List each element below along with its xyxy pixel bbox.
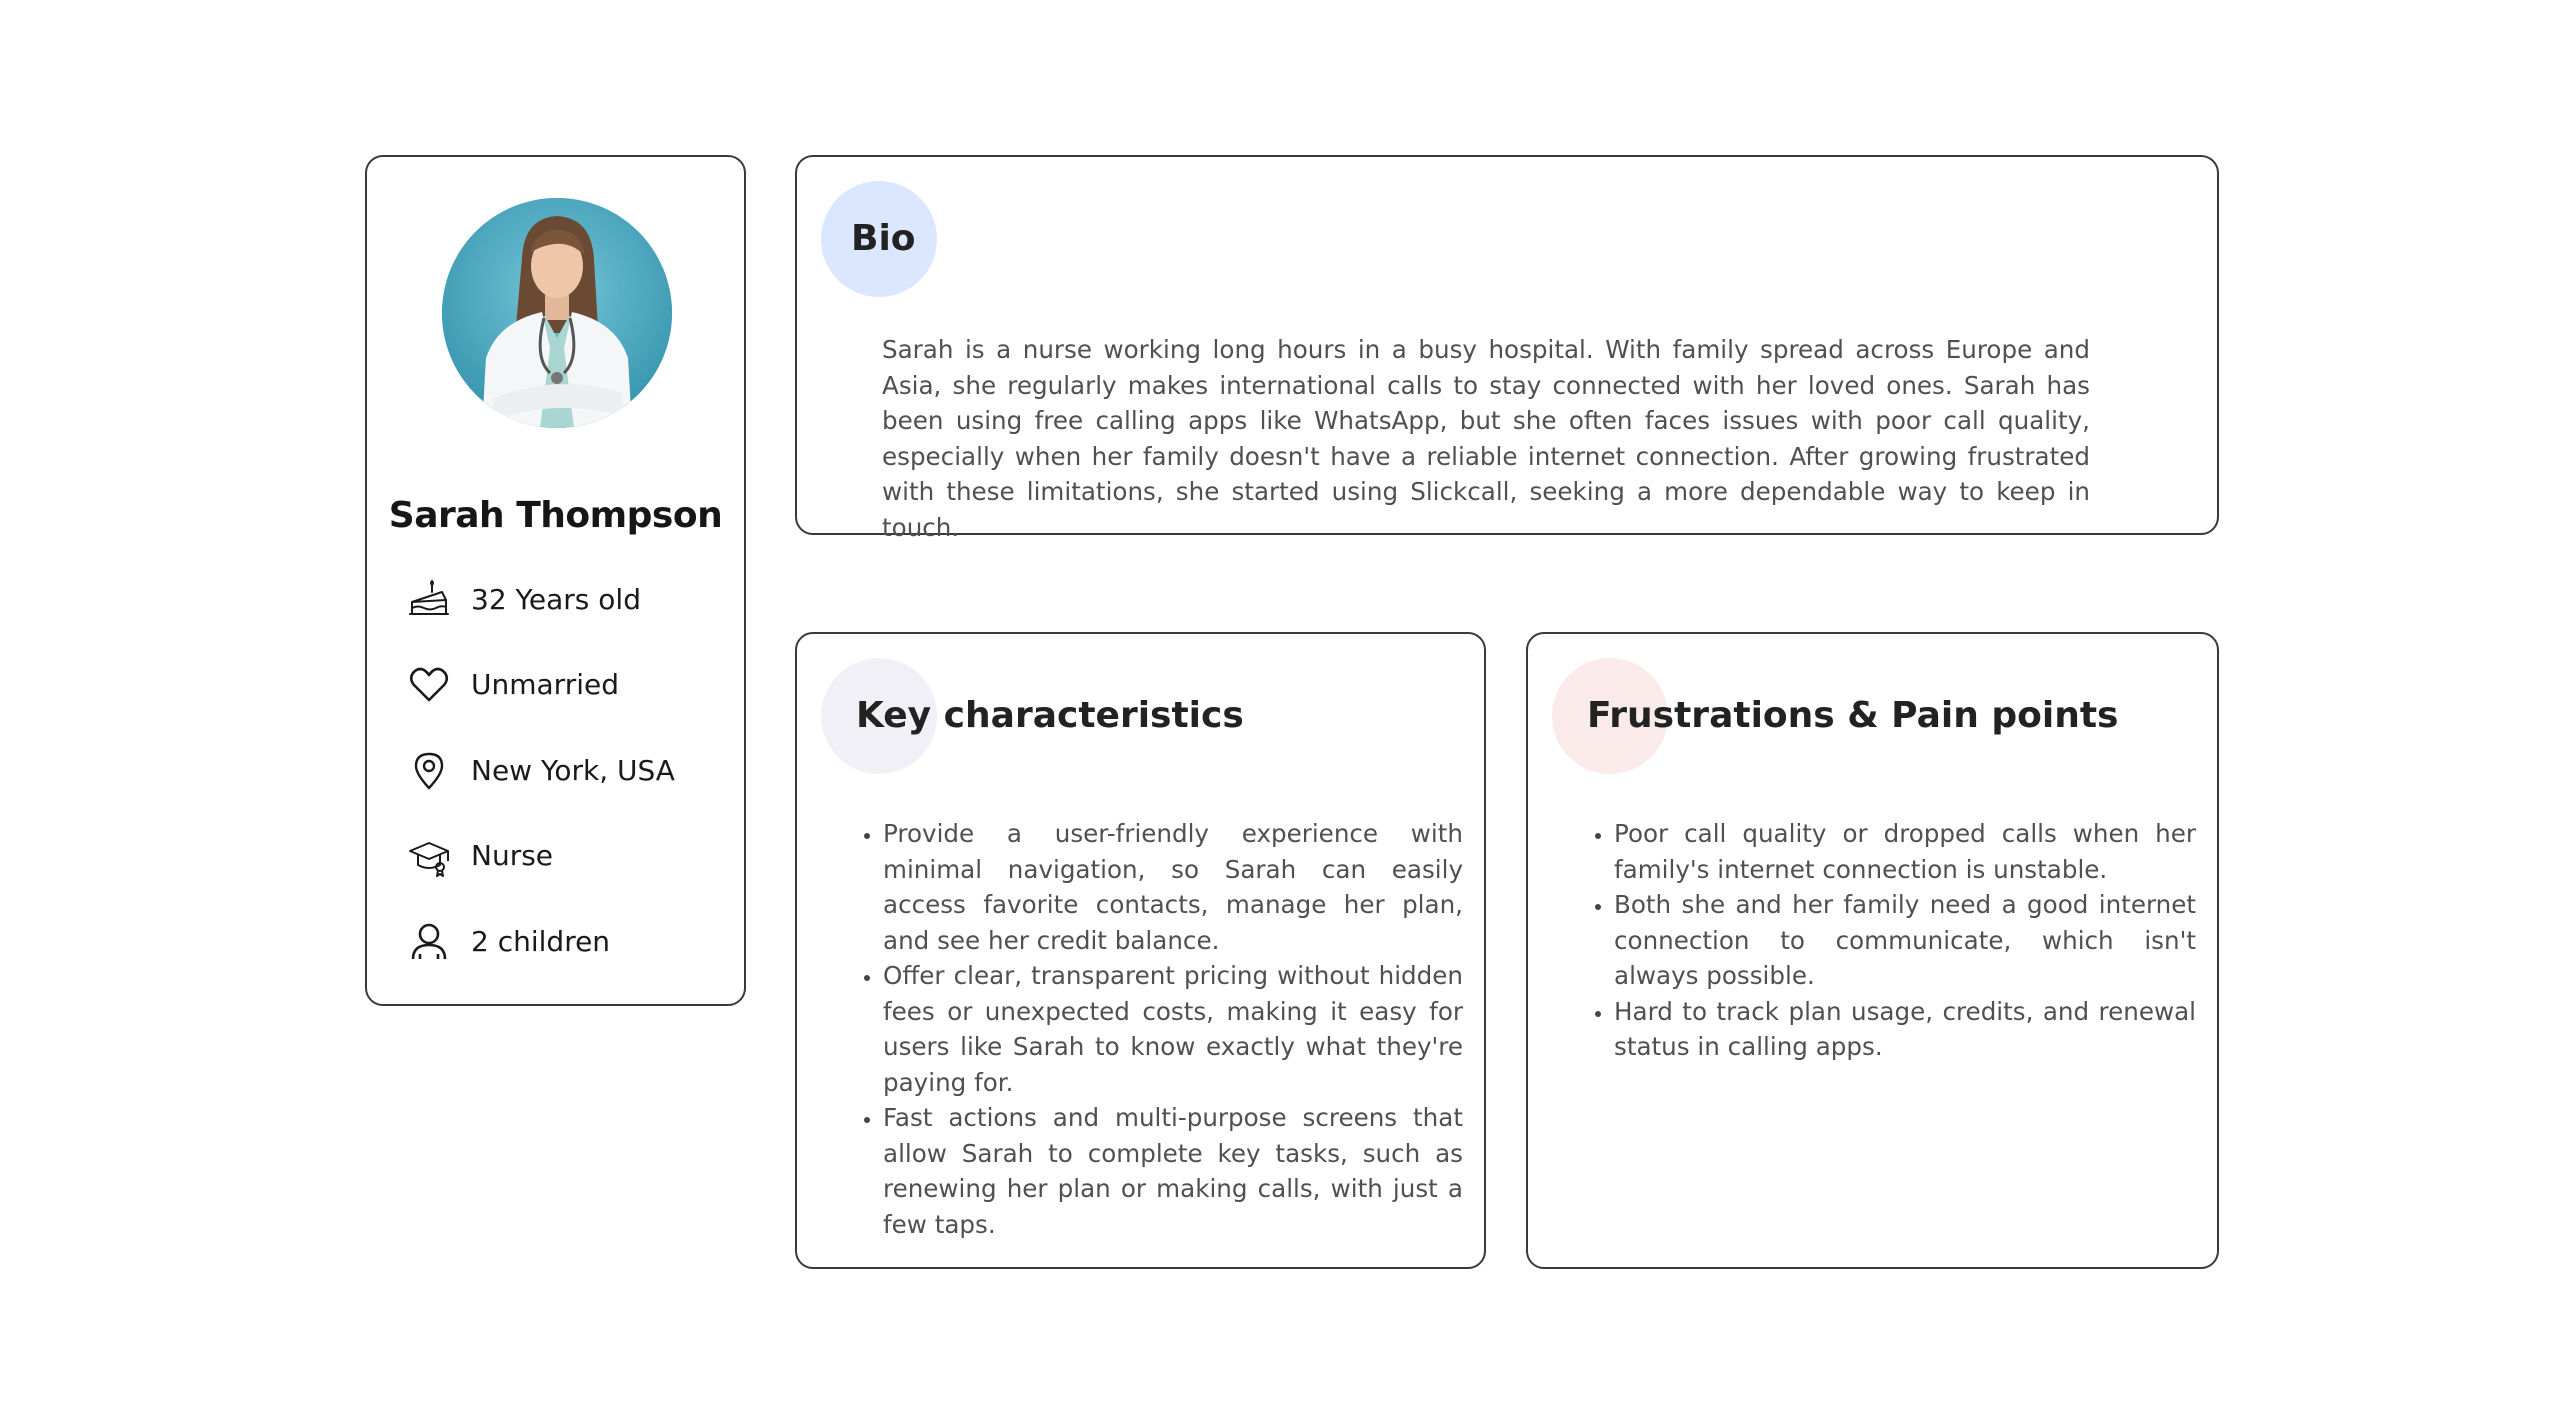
- location-pin-icon: [407, 748, 451, 792]
- key-characteristics-title: Key characteristics: [856, 695, 1244, 736]
- key-characteristics-list: [857, 816, 1463, 1242]
- list-item: • Fast actions and multi-purpose screens that allow Sarah to complete key tasks, such as renewing her plan or making calls, with just a few taps.: [883, 1100, 1463, 1242]
- detail-location: [407, 748, 727, 792]
- avatar-image: [442, 198, 672, 428]
- frustrations-title: Frustrations & Pain points: [1587, 695, 2119, 736]
- list-item: • Poor call quality or dropped calls when her family's internet connection is unstable.: [1614, 816, 2196, 887]
- occupation-text: Nurse: [471, 839, 554, 872]
- location-text: New York, USA: [471, 753, 675, 787]
- age-text: 32 Years old: [471, 582, 641, 616]
- list-item: • Hard to track plan usage, credits, and renewal status in calling apps.: [1614, 994, 2196, 1065]
- bio-title: Bio: [851, 218, 916, 259]
- heart-icon: [407, 663, 451, 707]
- frustrations-list: [1588, 816, 2196, 1065]
- list-item: • Both she and her family need a good internet connection to communicate, which isn't always possible.: [1614, 887, 2196, 994]
- graduation-cap-icon: [407, 834, 451, 878]
- key-characteristics-card: [795, 632, 1486, 1269]
- cake-icon: [407, 577, 451, 621]
- marital-status-text: Unmarried: [471, 668, 619, 701]
- list-item: • Provide a user-friendly experience with minimal navigation, so Sarah can easily access favorite contacts, manage her plan, and see her credit balance.: [883, 816, 1463, 958]
- profile-card: [365, 155, 746, 1006]
- person-icon: [407, 919, 451, 963]
- detail-marital-status: [407, 663, 727, 707]
- detail-occupation: [407, 834, 727, 878]
- detail-age: [407, 577, 727, 621]
- children-text: 2 children: [471, 924, 611, 958]
- bio-text: Sarah is a nurse working long hours in a busy hospital. With family spread across Europe and Asia, she regularly makes international calls to stay connected with her loved ones. Sarah has been using free calling apps like WhatsApp, but she often faces issues with poor call quality, especially when her family doesn't have a reliable internet connection. After growing frustrated with these limitations, she started using Slickcall, seeking a more dependable way to keep in touch.: [882, 335, 2090, 542]
- bio-card: [795, 155, 2219, 542]
- detail-children: [407, 919, 727, 963]
- list-item: • Offer clear, transparent pricing without hidden fees or unexpected costs, making it easy for users like Sarah to know exactly what they're paying for.: [883, 958, 1463, 1100]
- profile-details: [407, 577, 727, 1005]
- avatar: [442, 198, 672, 428]
- profile-name: Sarah Thompson: [388, 495, 723, 536]
- frustrations-card: [1526, 632, 2219, 1269]
